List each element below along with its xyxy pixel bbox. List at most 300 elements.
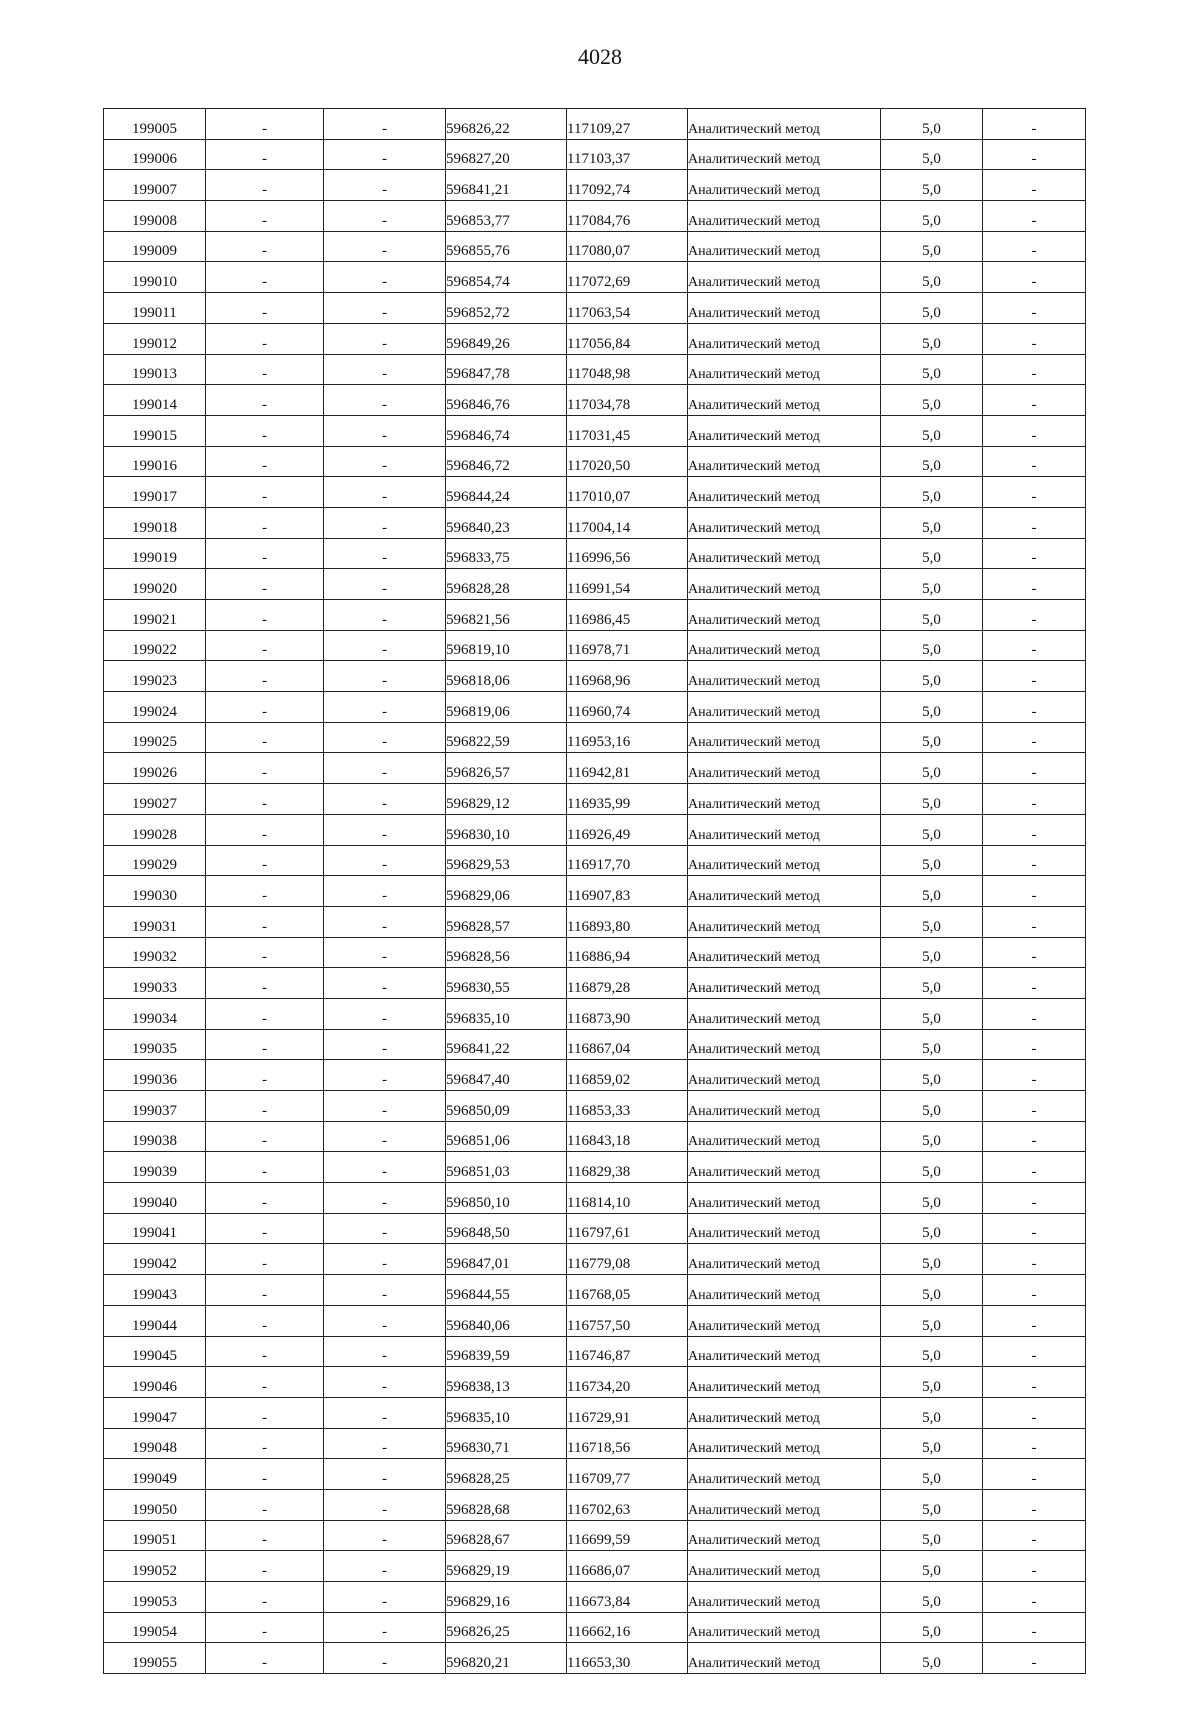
table-row: [104, 876, 1086, 907]
dash-cell: -: [324, 1551, 446, 1582]
accuracy-cell: 5,0: [881, 109, 983, 140]
table-row: [104, 1428, 1086, 1459]
y-coordinate-cell: 116978,71: [567, 630, 688, 661]
x-coordinate-cell: 596854,74: [446, 262, 567, 293]
dash-cell: -: [983, 1520, 1086, 1551]
y-coordinate-cell: 116960,74: [567, 692, 688, 723]
dash-cell: -: [206, 630, 324, 661]
dash-cell: -: [324, 1121, 446, 1152]
table-row: [104, 784, 1086, 815]
point-id-cell: 199024: [104, 692, 206, 723]
y-coordinate-cell: 116746,87: [567, 1336, 688, 1367]
method-cell: Аналитический метод: [688, 1367, 881, 1398]
x-coordinate-cell: 596852,72: [446, 293, 567, 324]
table-row: [104, 477, 1086, 508]
accuracy-cell: 5,0: [881, 753, 983, 784]
method-cell: Аналитический метод: [688, 876, 881, 907]
x-coordinate-cell: 596847,78: [446, 354, 567, 385]
dash-cell: -: [324, 293, 446, 324]
dash-cell: -: [206, 385, 324, 416]
x-coordinate-cell: 596840,06: [446, 1305, 567, 1336]
dash-cell: -: [324, 661, 446, 692]
method-cell: Аналитический метод: [688, 906, 881, 937]
method-cell: Аналитический метод: [688, 354, 881, 385]
dash-cell: -: [983, 937, 1086, 968]
point-id-cell: 199012: [104, 323, 206, 354]
dash-cell: -: [983, 139, 1086, 170]
table-row: [104, 354, 1086, 385]
y-coordinate-cell: 117092,74: [567, 170, 688, 201]
y-coordinate-cell: 117103,37: [567, 139, 688, 170]
dash-cell: -: [206, 170, 324, 201]
dash-cell: -: [983, 477, 1086, 508]
table-row: [104, 109, 1086, 140]
method-cell: Аналитический метод: [688, 538, 881, 569]
dash-cell: -: [206, 1275, 324, 1306]
y-coordinate-cell: 117004,14: [567, 507, 688, 538]
x-coordinate-cell: 596840,23: [446, 507, 567, 538]
y-coordinate-cell: 116757,50: [567, 1305, 688, 1336]
dash-cell: -: [324, 1091, 446, 1122]
method-cell: Аналитический метод: [688, 753, 881, 784]
y-coordinate-cell: 117084,76: [567, 201, 688, 232]
y-coordinate-cell: 117048,98: [567, 354, 688, 385]
table-row: [104, 1459, 1086, 1490]
dash-cell: -: [324, 323, 446, 354]
dash-cell: -: [206, 354, 324, 385]
table-row: [104, 1213, 1086, 1244]
dash-cell: -: [206, 231, 324, 262]
dash-cell: -: [206, 845, 324, 876]
dash-cell: -: [206, 293, 324, 324]
point-id-cell: 199054: [104, 1612, 206, 1643]
dash-cell: -: [206, 1643, 324, 1674]
accuracy-cell: 5,0: [881, 1520, 983, 1551]
table-row: [104, 845, 1086, 876]
accuracy-cell: 5,0: [881, 1582, 983, 1613]
dash-cell: -: [324, 477, 446, 508]
dash-cell: -: [324, 753, 446, 784]
y-coordinate-cell: 116991,54: [567, 569, 688, 600]
accuracy-cell: 5,0: [881, 1060, 983, 1091]
point-id-cell: 199019: [104, 538, 206, 569]
table-row: [104, 1367, 1086, 1398]
point-id-cell: 199010: [104, 262, 206, 293]
y-coordinate-cell: 117080,07: [567, 231, 688, 262]
method-cell: Аналитический метод: [688, 1183, 881, 1214]
dash-cell: -: [324, 201, 446, 232]
dash-cell: -: [324, 937, 446, 968]
dash-cell: -: [206, 1029, 324, 1060]
dash-cell: -: [983, 109, 1086, 140]
point-id-cell: 199050: [104, 1489, 206, 1520]
point-id-cell: 199055: [104, 1643, 206, 1674]
accuracy-cell: 5,0: [881, 1305, 983, 1336]
point-id-cell: 199031: [104, 906, 206, 937]
point-id-cell: 199028: [104, 814, 206, 845]
dash-cell: -: [324, 1582, 446, 1613]
point-id-cell: 199014: [104, 385, 206, 416]
y-coordinate-cell: 116729,91: [567, 1397, 688, 1428]
dash-cell: -: [324, 1152, 446, 1183]
table-row: [104, 630, 1086, 661]
method-cell: Аналитический метод: [688, 477, 881, 508]
method-cell: Аналитический метод: [688, 1582, 881, 1613]
dash-cell: -: [324, 784, 446, 815]
point-id-cell: 199039: [104, 1152, 206, 1183]
method-cell: Аналитический метод: [688, 1244, 881, 1275]
y-coordinate-cell: 116996,56: [567, 538, 688, 569]
method-cell: Аналитический метод: [688, 722, 881, 753]
y-coordinate-cell: 116653,30: [567, 1643, 688, 1674]
accuracy-cell: 5,0: [881, 968, 983, 999]
point-id-cell: 199016: [104, 446, 206, 477]
dash-cell: -: [206, 753, 324, 784]
y-coordinate-cell: 116768,05: [567, 1275, 688, 1306]
dash-cell: -: [206, 1060, 324, 1091]
point-id-cell: 199027: [104, 784, 206, 815]
x-coordinate-cell: 596829,12: [446, 784, 567, 815]
y-coordinate-cell: 116843,18: [567, 1121, 688, 1152]
method-cell: Аналитический метод: [688, 507, 881, 538]
dash-cell: -: [206, 722, 324, 753]
table-row: [104, 538, 1086, 569]
dash-cell: -: [983, 906, 1086, 937]
y-coordinate-cell: 116926,49: [567, 814, 688, 845]
point-id-cell: 199044: [104, 1305, 206, 1336]
dash-cell: -: [324, 1275, 446, 1306]
dash-cell: -: [206, 139, 324, 170]
dash-cell: -: [324, 1244, 446, 1275]
y-coordinate-cell: 116968,96: [567, 661, 688, 692]
x-coordinate-cell: 596820,21: [446, 1643, 567, 1674]
x-coordinate-cell: 596828,28: [446, 569, 567, 600]
dash-cell: -: [983, 231, 1086, 262]
x-coordinate-cell: 596828,57: [446, 906, 567, 937]
table-row: [104, 1489, 1086, 1520]
method-cell: Аналитический метод: [688, 446, 881, 477]
y-coordinate-cell: 116886,94: [567, 937, 688, 968]
point-id-cell: 199009: [104, 231, 206, 262]
x-coordinate-cell: 596850,10: [446, 1183, 567, 1214]
dash-cell: -: [206, 784, 324, 815]
point-id-cell: 199005: [104, 109, 206, 140]
dash-cell: -: [983, 968, 1086, 999]
dash-cell: -: [983, 661, 1086, 692]
table-row: [104, 1183, 1086, 1214]
y-coordinate-cell: 117031,45: [567, 415, 688, 446]
method-cell: Аналитический метод: [688, 1551, 881, 1582]
method-cell: Аналитический метод: [688, 201, 881, 232]
dash-cell: -: [324, 507, 446, 538]
dash-cell: -: [324, 876, 446, 907]
accuracy-cell: 5,0: [881, 1367, 983, 1398]
dash-cell: -: [983, 1275, 1086, 1306]
accuracy-cell: 5,0: [881, 630, 983, 661]
dash-cell: -: [206, 507, 324, 538]
table-row: [104, 262, 1086, 293]
x-coordinate-cell: 596819,06: [446, 692, 567, 723]
dash-cell: -: [324, 1060, 446, 1091]
y-coordinate-cell: 116893,80: [567, 906, 688, 937]
dash-cell: -: [324, 968, 446, 999]
dash-cell: -: [983, 354, 1086, 385]
table-row: [104, 1244, 1086, 1275]
y-coordinate-cell: 116935,99: [567, 784, 688, 815]
dash-cell: -: [983, 1183, 1086, 1214]
point-id-cell: 199017: [104, 477, 206, 508]
dash-cell: -: [983, 569, 1086, 600]
dash-cell: -: [324, 385, 446, 416]
x-coordinate-cell: 596850,09: [446, 1091, 567, 1122]
table-row: [104, 507, 1086, 538]
y-coordinate-cell: 116814,10: [567, 1183, 688, 1214]
dash-cell: -: [983, 630, 1086, 661]
dash-cell: -: [983, 1029, 1086, 1060]
y-coordinate-cell: 117056,84: [567, 323, 688, 354]
dash-cell: -: [324, 1397, 446, 1428]
accuracy-cell: 5,0: [881, 446, 983, 477]
table-body: [104, 109, 1086, 1674]
accuracy-cell: 5,0: [881, 1459, 983, 1490]
table-row: [104, 998, 1086, 1029]
x-coordinate-cell: 596846,72: [446, 446, 567, 477]
accuracy-cell: 5,0: [881, 814, 983, 845]
point-id-cell: 199026: [104, 753, 206, 784]
table-row: [104, 323, 1086, 354]
y-coordinate-cell: 116718,56: [567, 1428, 688, 1459]
y-coordinate-cell: 116797,61: [567, 1213, 688, 1244]
dash-cell: -: [206, 968, 324, 999]
dash-cell: -: [324, 446, 446, 477]
dash-cell: -: [983, 753, 1086, 784]
dash-cell: -: [206, 1582, 324, 1613]
dash-cell: -: [983, 998, 1086, 1029]
accuracy-cell: 5,0: [881, 538, 983, 569]
point-id-cell: 199032: [104, 937, 206, 968]
dash-cell: -: [324, 231, 446, 262]
accuracy-cell: 5,0: [881, 1029, 983, 1060]
accuracy-cell: 5,0: [881, 906, 983, 937]
method-cell: Аналитический метод: [688, 109, 881, 140]
dash-cell: -: [206, 415, 324, 446]
x-coordinate-cell: 596849,26: [446, 323, 567, 354]
table-row: [104, 1520, 1086, 1551]
method-cell: Аналитический метод: [688, 139, 881, 170]
x-coordinate-cell: 596855,76: [446, 231, 567, 262]
method-cell: Аналитический метод: [688, 630, 881, 661]
dash-cell: -: [983, 323, 1086, 354]
accuracy-cell: 5,0: [881, 1551, 983, 1582]
dash-cell: -: [206, 906, 324, 937]
accuracy-cell: 5,0: [881, 139, 983, 170]
table-row: [104, 1612, 1086, 1643]
point-id-cell: 199037: [104, 1091, 206, 1122]
dash-cell: -: [983, 1397, 1086, 1428]
method-cell: Аналитический метод: [688, 1459, 881, 1490]
method-cell: Аналитический метод: [688, 170, 881, 201]
point-id-cell: 199022: [104, 630, 206, 661]
dash-cell: -: [983, 1428, 1086, 1459]
method-cell: Аналитический метод: [688, 1520, 881, 1551]
dash-cell: -: [324, 845, 446, 876]
dash-cell: -: [324, 1367, 446, 1398]
y-coordinate-cell: 116779,08: [567, 1244, 688, 1275]
dash-cell: -: [983, 293, 1086, 324]
point-id-cell: 199013: [104, 354, 206, 385]
accuracy-cell: 5,0: [881, 354, 983, 385]
x-coordinate-cell: 596839,59: [446, 1336, 567, 1367]
accuracy-cell: 5,0: [881, 937, 983, 968]
dash-cell: -: [206, 201, 324, 232]
table-row: [104, 692, 1086, 723]
dash-cell: -: [206, 1397, 324, 1428]
dash-cell: -: [983, 1305, 1086, 1336]
x-coordinate-cell: 596846,76: [446, 385, 567, 416]
dash-cell: -: [206, 1305, 324, 1336]
method-cell: Аналитический метод: [688, 385, 881, 416]
dash-cell: -: [324, 139, 446, 170]
x-coordinate-cell: 596835,10: [446, 998, 567, 1029]
dash-cell: -: [983, 784, 1086, 815]
dash-cell: -: [324, 1520, 446, 1551]
coordinates-table: [103, 108, 1086, 1674]
dash-cell: -: [206, 1244, 324, 1275]
table-row: [104, 293, 1086, 324]
point-id-cell: 199051: [104, 1520, 206, 1551]
dash-cell: -: [983, 722, 1086, 753]
dash-cell: -: [983, 814, 1086, 845]
dash-cell: -: [206, 1336, 324, 1367]
dash-cell: -: [324, 1489, 446, 1520]
dash-cell: -: [324, 569, 446, 600]
dash-cell: -: [206, 692, 324, 723]
accuracy-cell: 5,0: [881, 876, 983, 907]
dash-cell: -: [324, 1336, 446, 1367]
dash-cell: -: [206, 998, 324, 1029]
dash-cell: -: [206, 262, 324, 293]
x-coordinate-cell: 596830,71: [446, 1428, 567, 1459]
y-coordinate-cell: 116662,16: [567, 1612, 688, 1643]
dash-cell: -: [983, 262, 1086, 293]
y-coordinate-cell: 117109,27: [567, 109, 688, 140]
point-id-cell: 199025: [104, 722, 206, 753]
dash-cell: -: [324, 415, 446, 446]
accuracy-cell: 5,0: [881, 1397, 983, 1428]
accuracy-cell: 5,0: [881, 1152, 983, 1183]
accuracy-cell: 5,0: [881, 845, 983, 876]
page-number: 4028: [578, 44, 622, 69]
point-id-cell: 199020: [104, 569, 206, 600]
x-coordinate-cell: 596819,10: [446, 630, 567, 661]
x-coordinate-cell: 596828,56: [446, 937, 567, 968]
dash-cell: -: [983, 385, 1086, 416]
point-id-cell: 199053: [104, 1582, 206, 1613]
point-id-cell: 199006: [104, 139, 206, 170]
dash-cell: -: [206, 538, 324, 569]
accuracy-cell: 5,0: [881, 415, 983, 446]
table-row: [104, 1152, 1086, 1183]
y-coordinate-cell: 116867,04: [567, 1029, 688, 1060]
accuracy-cell: 5,0: [881, 170, 983, 201]
accuracy-cell: 5,0: [881, 1489, 983, 1520]
method-cell: Аналитический метод: [688, 569, 881, 600]
y-coordinate-cell: 117010,07: [567, 477, 688, 508]
table-row: [104, 415, 1086, 446]
method-cell: Аналитический метод: [688, 814, 881, 845]
x-coordinate-cell: 596829,16: [446, 1582, 567, 1613]
x-coordinate-cell: 596830,10: [446, 814, 567, 845]
table-row: [104, 814, 1086, 845]
table-row: [104, 968, 1086, 999]
point-id-cell: 199047: [104, 1397, 206, 1428]
dash-cell: -: [206, 477, 324, 508]
point-id-cell: 199045: [104, 1336, 206, 1367]
table-row: [104, 1336, 1086, 1367]
dash-cell: -: [983, 1551, 1086, 1582]
method-cell: Аналитический метод: [688, 1397, 881, 1428]
x-coordinate-cell: 596821,56: [446, 600, 567, 631]
dash-cell: -: [983, 1213, 1086, 1244]
dash-cell: -: [983, 845, 1086, 876]
accuracy-cell: 5,0: [881, 1336, 983, 1367]
accuracy-cell: 5,0: [881, 293, 983, 324]
accuracy-cell: 5,0: [881, 1428, 983, 1459]
dash-cell: -: [206, 1213, 324, 1244]
x-coordinate-cell: 596848,50: [446, 1213, 567, 1244]
dash-cell: -: [324, 692, 446, 723]
accuracy-cell: 5,0: [881, 323, 983, 354]
point-id-cell: 199041: [104, 1213, 206, 1244]
method-cell: Аналитический метод: [688, 1489, 881, 1520]
dash-cell: -: [983, 201, 1086, 232]
dash-cell: -: [983, 415, 1086, 446]
dash-cell: -: [324, 170, 446, 201]
dash-cell: -: [324, 722, 446, 753]
accuracy-cell: 5,0: [881, 477, 983, 508]
dash-cell: -: [324, 109, 446, 140]
y-coordinate-cell: 116686,07: [567, 1551, 688, 1582]
point-id-cell: 199021: [104, 600, 206, 631]
dash-cell: -: [983, 170, 1086, 201]
y-coordinate-cell: 117063,54: [567, 293, 688, 324]
accuracy-cell: 5,0: [881, 569, 983, 600]
point-id-cell: 199046: [104, 1367, 206, 1398]
dash-cell: -: [983, 1643, 1086, 1674]
dash-cell: -: [983, 1582, 1086, 1613]
dash-cell: -: [206, 1091, 324, 1122]
dash-cell: -: [206, 1183, 324, 1214]
method-cell: Аналитический метод: [688, 1121, 881, 1152]
accuracy-cell: 5,0: [881, 1275, 983, 1306]
accuracy-cell: 5,0: [881, 722, 983, 753]
x-coordinate-cell: 596826,22: [446, 109, 567, 140]
x-coordinate-cell: 596828,25: [446, 1459, 567, 1490]
method-cell: Аналитический метод: [688, 415, 881, 446]
x-coordinate-cell: 596851,06: [446, 1121, 567, 1152]
y-coordinate-cell: 116986,45: [567, 600, 688, 631]
method-cell: Аналитический метод: [688, 1029, 881, 1060]
accuracy-cell: 5,0: [881, 661, 983, 692]
x-coordinate-cell: 596827,20: [446, 139, 567, 170]
accuracy-cell: 5,0: [881, 262, 983, 293]
dash-cell: -: [324, 1612, 446, 1643]
x-coordinate-cell: 596853,77: [446, 201, 567, 232]
method-cell: Аналитический метод: [688, 1275, 881, 1306]
dash-cell: -: [206, 569, 324, 600]
dash-cell: -: [324, 630, 446, 661]
dash-cell: -: [324, 998, 446, 1029]
